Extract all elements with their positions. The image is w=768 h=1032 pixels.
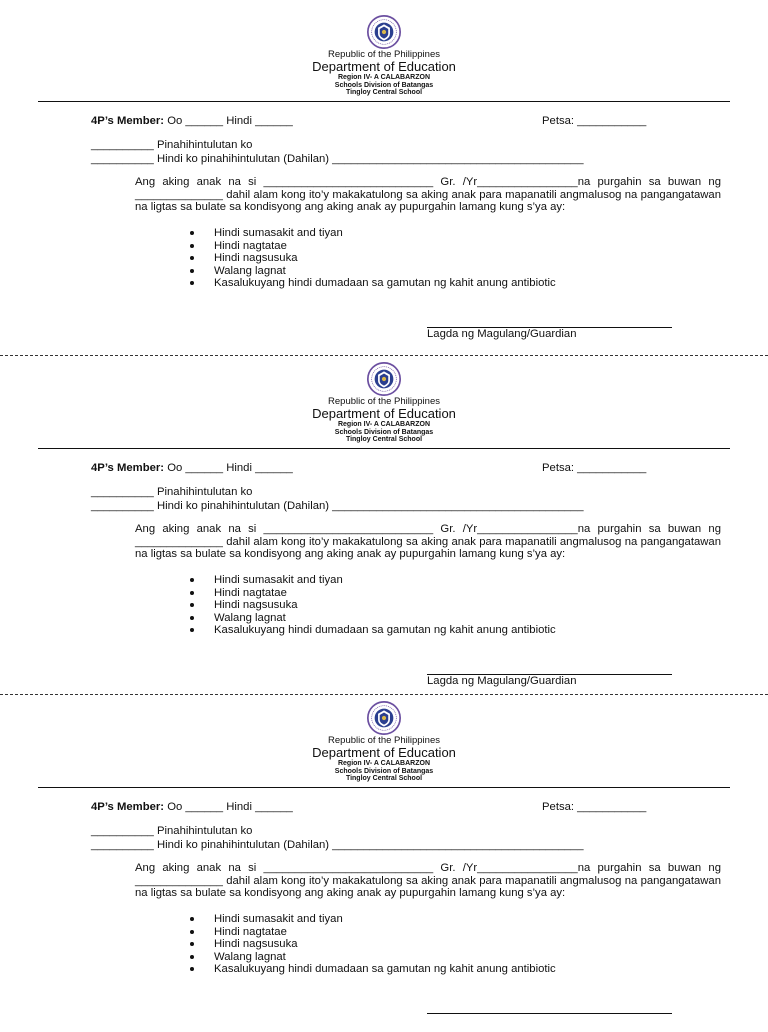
header-republic: Republic of the Philippines — [328, 735, 440, 746]
member-options: Oo ______ Hindi ______ — [167, 115, 293, 127]
list-item: Hindi nagtatae — [190, 587, 556, 600]
consent-paragraph: Ang aking anak na si ___________________________ Gr. /Yr________________na purgahin sa buwan ng ______________ dahil alam kong ito’y makakatulong sa aking anak para mapanatili angmalusog na pangangatawan na ligtas sa bulate sa kondisyong ang aking anak ay pupurgahin lamang kung s’ya ay: — [135, 523, 721, 561]
list-item: Hindi nagtatae — [190, 926, 556, 939]
list-item: Hindi sumasakit and tiyan — [190, 574, 556, 587]
consent-no-field[interactable]: __________ Hindi ko pinahihintulutan (Dahilan) ________________________________________ — [91, 153, 584, 165]
header-republic: Republic of the Philippines — [328, 396, 440, 407]
member-label: 4P’s Member: — [91, 462, 165, 474]
consent-yes-field[interactable]: __________ Pinahihintulutan ko — [91, 486, 253, 498]
member-field[interactable] — [91, 462, 293, 474]
header-republic: Republic of the Philippines — [328, 49, 440, 60]
consent-no-field[interactable]: __________ Hindi ko pinahihintulutan (Dahilan) ________________________________________ — [91, 500, 584, 512]
header-department: Department of Education — [312, 59, 456, 74]
petsa-field[interactable]: Petsa: ___________ — [542, 462, 647, 474]
consent-yes-field[interactable]: __________ Pinahihintulutan ko — [91, 139, 253, 151]
header-region: Region IV- A CALABARZON — [337, 74, 431, 81]
header-division: Schools Division of Batangas — [334, 82, 434, 89]
list-item: Hindi nagtatae — [190, 240, 556, 253]
member-options: Oo ______ Hindi ______ — [167, 462, 293, 474]
consent-slip-3 — [0, 686, 768, 1032]
petsa-field[interactable]: Petsa: ___________ — [542, 115, 647, 127]
conditions-list — [190, 913, 556, 976]
member-options: Oo ______ Hindi ______ — [167, 801, 293, 813]
header-school: Tingloy Central School — [345, 436, 423, 443]
consent-paragraph: Ang aking anak na si ___________________________ Gr. /Yr________________na purgahin sa buwan ng ______________ dahil alam kong ito’y makakatulong sa aking anak para mapanatili angmalusog na pangangatawan na ligtas sa bulate sa kondisyong ang aking anak ay pupurgahin lamang kung s’ya ay: — [135, 176, 721, 214]
signature-line[interactable] — [427, 1013, 672, 1014]
signature-label: Lagda ng Magulang/Guardian — [427, 328, 577, 340]
consent-paragraph: Ang aking anak na si ___________________________ Gr. /Yr________________na purgahin sa buwan ng ______________ dahil alam kong ito’y makakatulong sa aking anak para mapanatili angmalusog na pangangatawan na ligtas sa bulate sa kondisyong ang aking anak ay pupurgahin lamang kung s’ya ay: — [135, 862, 721, 900]
header-division: Schools Division of Batangas — [334, 429, 434, 436]
list-item: Hindi nagsusuka — [190, 252, 556, 265]
header-rule — [38, 448, 730, 449]
header-department: Department of Education — [312, 406, 456, 421]
signature-label: Lagda ng Magulang/Guardian — [427, 675, 577, 687]
conditions-list — [190, 574, 556, 637]
list-item: Kasalukuyang hindi dumadaan sa gamutan ng kahit anung antibiotic — [190, 277, 556, 290]
deped-seal-logo — [367, 15, 401, 49]
member-field[interactable] — [91, 115, 293, 127]
deped-seal-logo — [367, 362, 401, 396]
list-item: Kasalukuyang hindi dumadaan sa gamutan ng kahit anung antibiotic — [190, 624, 556, 637]
list-item: Kasalukuyang hindi dumadaan sa gamutan ng kahit anung antibiotic — [190, 963, 556, 976]
header-rule — [38, 787, 730, 788]
header-region: Region IV- A CALABARZON — [337, 421, 431, 428]
list-item: Hindi nagsusuka — [190, 938, 556, 951]
conditions-list — [190, 227, 556, 290]
header-region: Region IV- A CALABARZON — [337, 760, 431, 767]
list-item: Hindi sumasakit and tiyan — [190, 227, 556, 240]
deped-seal-logo — [367, 701, 401, 735]
consent-no-field[interactable]: __________ Hindi ko pinahihintulutan (Dahilan) ________________________________________ — [91, 839, 584, 851]
consent-slip-2 — [0, 347, 768, 693]
header-school: Tingloy Central School — [345, 775, 423, 782]
list-item: Walang lagnat — [190, 612, 556, 625]
consent-yes-field[interactable]: __________ Pinahihintulutan ko — [91, 825, 253, 837]
member-label: 4P’s Member: — [91, 115, 165, 127]
header-division: Schools Division of Batangas — [334, 768, 434, 775]
petsa-field[interactable]: Petsa: ___________ — [542, 801, 647, 813]
member-field[interactable] — [91, 801, 293, 813]
list-item: Hindi sumasakit and tiyan — [190, 913, 556, 926]
list-item: Hindi nagsusuka — [190, 599, 556, 612]
header-rule — [38, 101, 730, 102]
header-department: Department of Education — [312, 745, 456, 760]
header-school: Tingloy Central School — [345, 89, 423, 96]
list-item: Walang lagnat — [190, 951, 556, 964]
list-item: Walang lagnat — [190, 265, 556, 278]
consent-slip-1 — [0, 0, 768, 346]
member-label: 4P’s Member: — [91, 801, 165, 813]
